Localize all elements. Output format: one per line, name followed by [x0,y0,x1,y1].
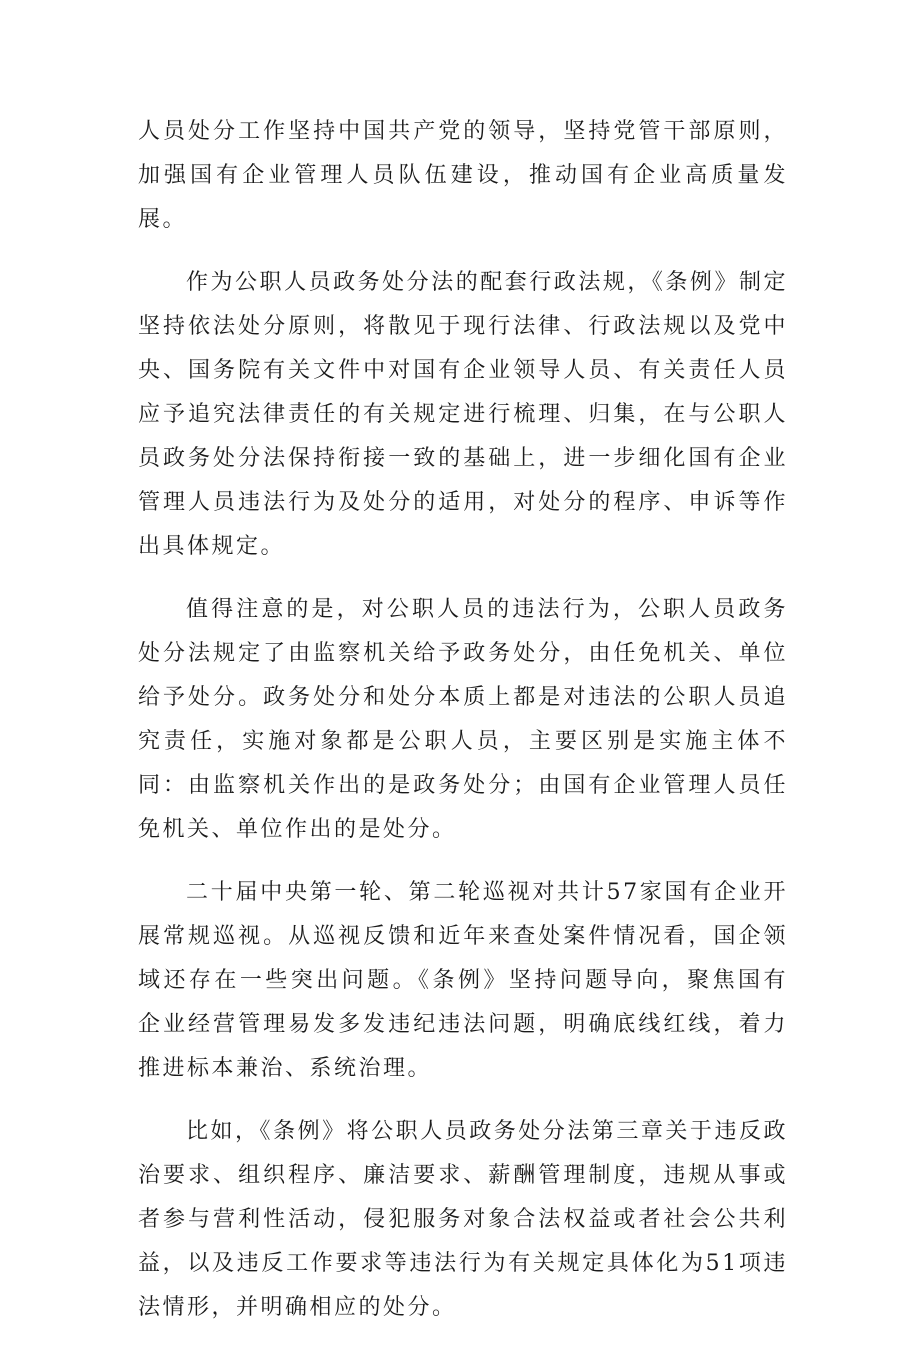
paragraph: 比如，《条例》将公职人员政务处分法第三章关于违反政治要求、组织程序、廉洁要求、薪酬管理制度，违规从事或者参与营利性活动，侵犯服务对象合法权益或者社会公共利益，以及违反工作要求等违法行为有关规定具体化为51项违法情形，并明确相应的处分。 [138,1119,788,1320]
paragraph-continued: 人员处分工作坚持中国共产党的领导，坚持党管干部原则，加强国有企业管理人员队伍建设，推动国有企业高质量发展。 [138,119,788,232]
paragraph: 值得注意的是，对公职人员的违法行为，公职人员政务处分法规定了由监察机关给予政务处分，由任免机关、单位给予处分。政务处分和处分本质上都是对违法的公职人员追究责任，实施对象都是公职人员，主要区别是实施主体不同：由监察机关作出的是政务处分；由国有企业管理人员任免机关、单位作出的是处分。 [138,597,788,842]
paragraph: 作为公职人员政务处分法的配套行政法规，《条例》制定坚持依法处分原则，将散见于现行法律、行政法规以及党中央、国务院有关文件中对国有企业领导人员、有关责任人员应予追究法律责任的有关规定进行梳理、归集，在与公职人员政务处分法保持衔接一致的基础上，进一步细化国有企业管理人员违法行为及处分的适用，对处分的程序、申诉等作出具体规定。 [138,270,788,559]
paragraph: 二十届中央第一轮、第二轮巡视对共计57家国有企业开展常规巡视。从巡视反馈和近年来查处案件情况看，国企领域还存在一些突出问题。《条例》坚持问题导向，聚焦国有企业经营管理易发多发违纪违法问题，明确底线红线，着力推进标本兼治、系统治理。 [138,880,788,1081]
document-body [138,110,788,1349]
